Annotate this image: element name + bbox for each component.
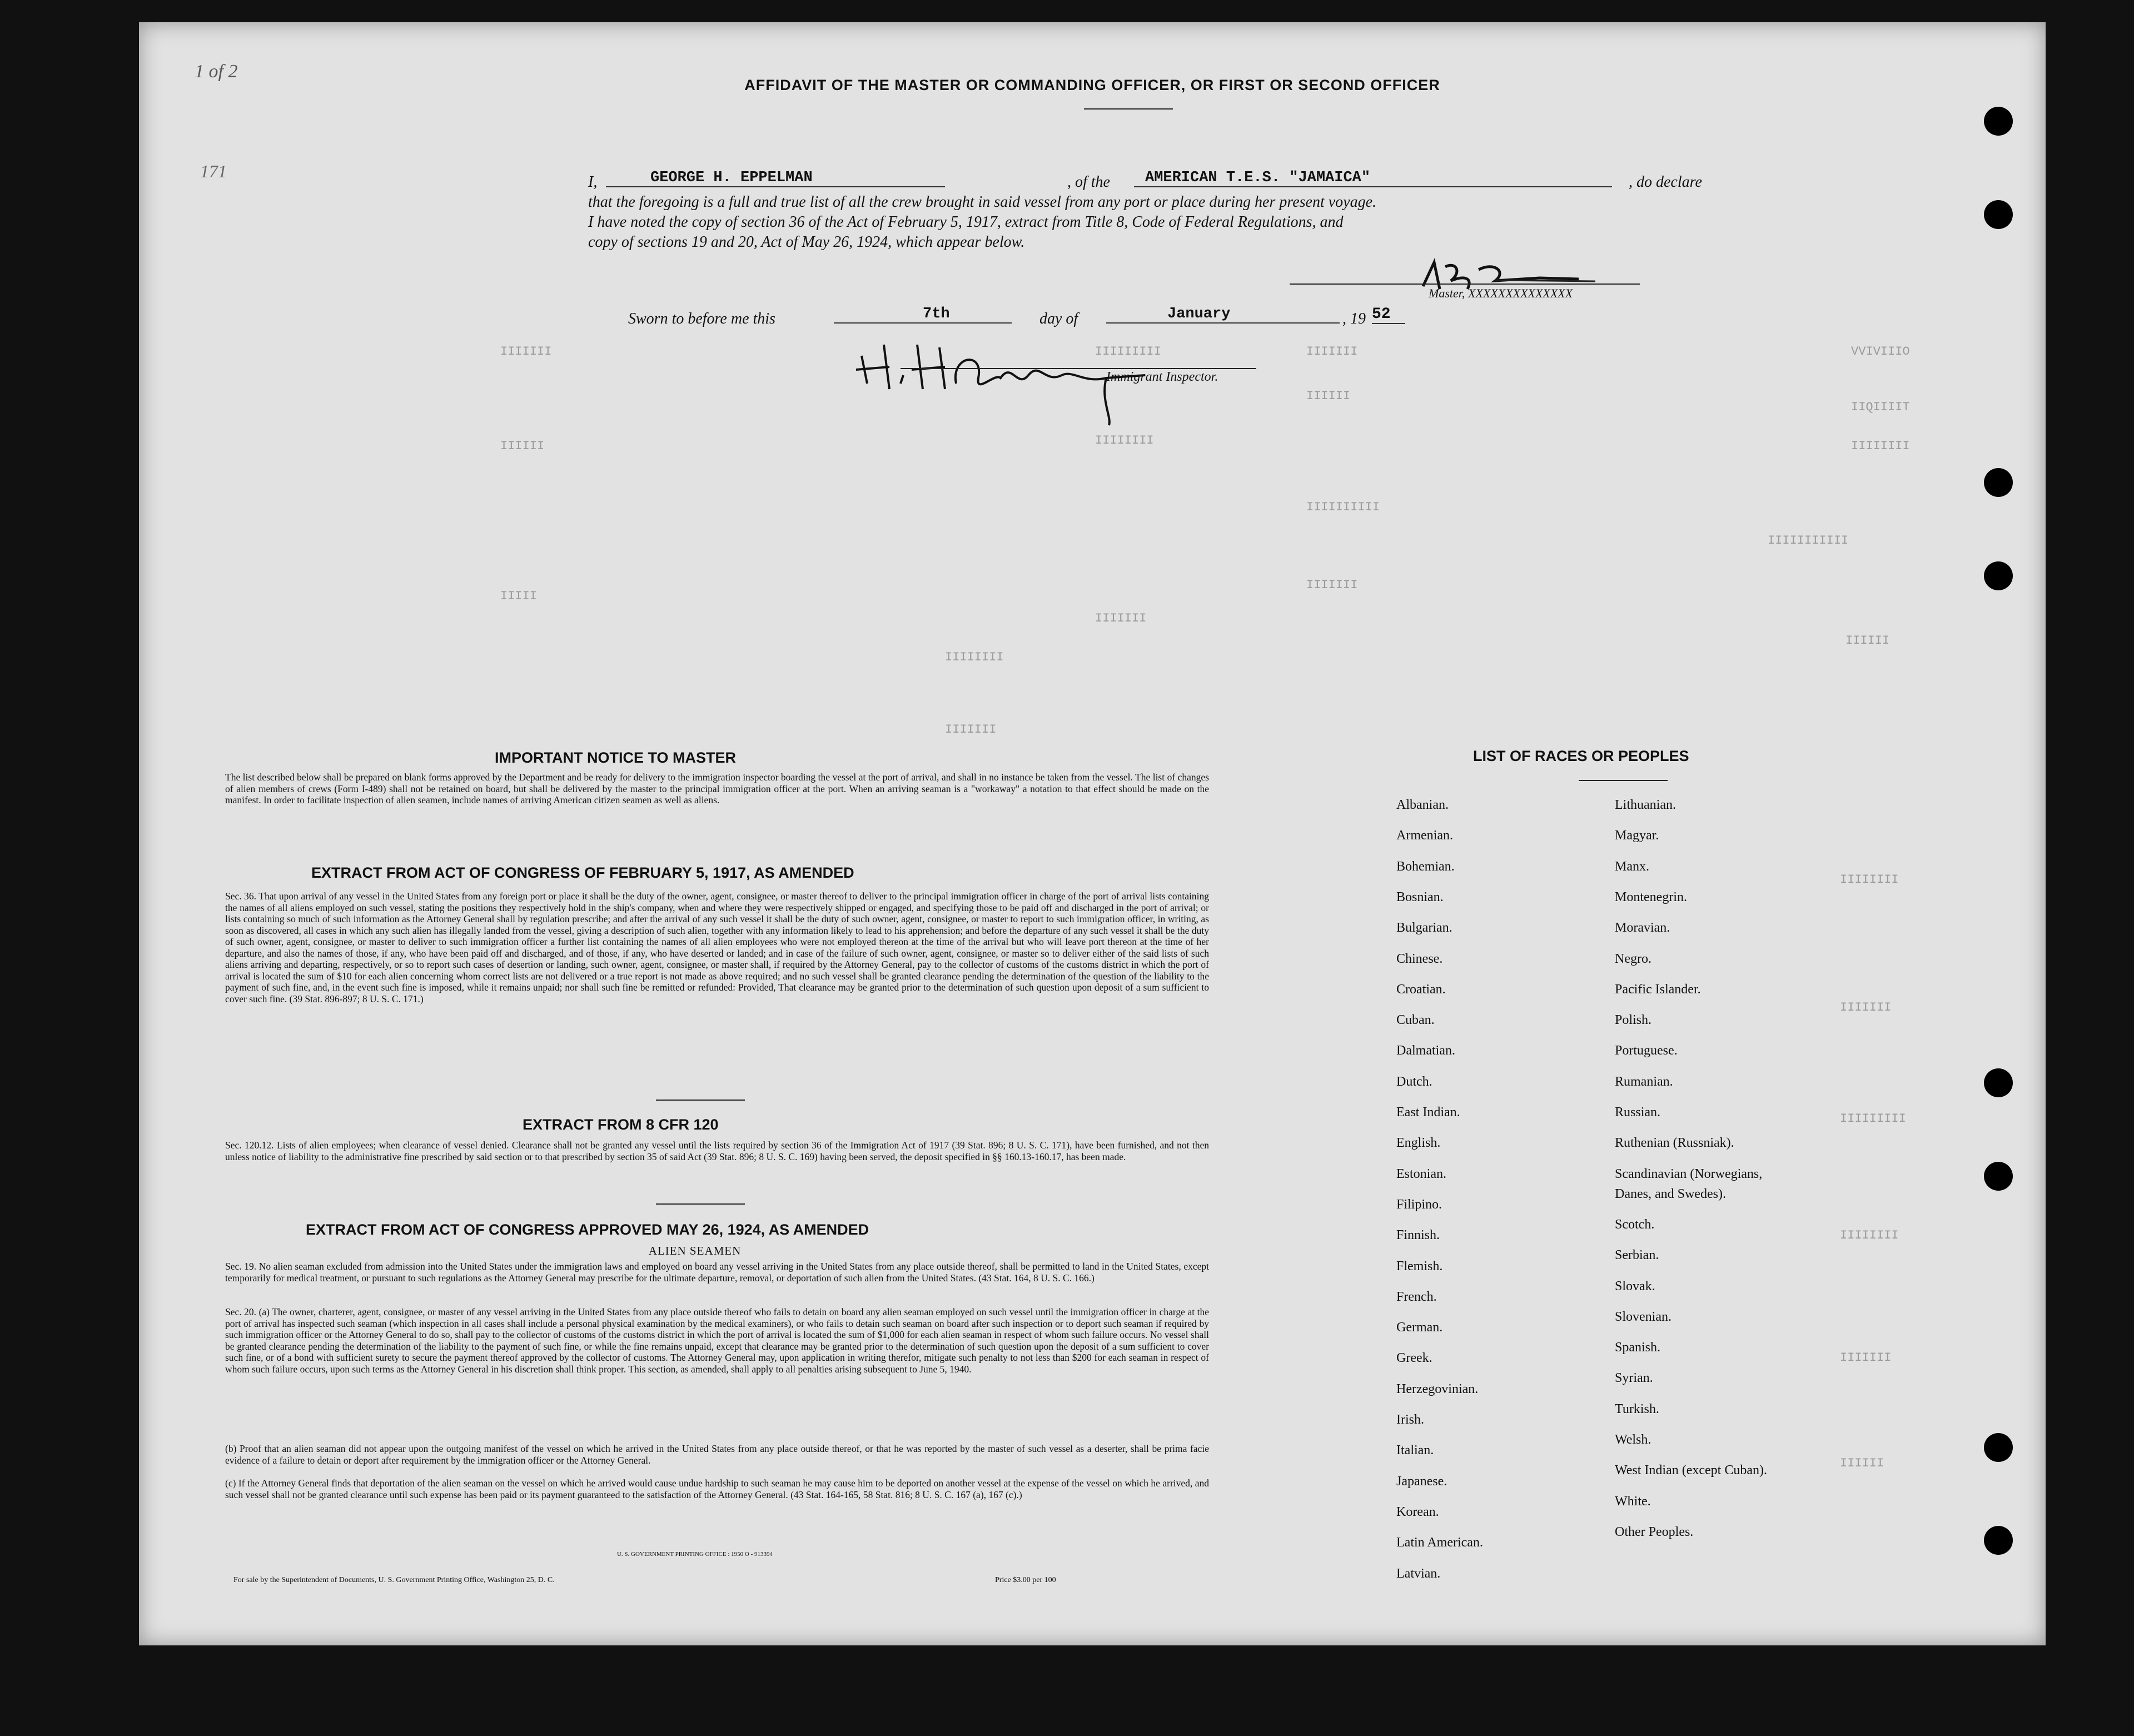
title-rule: [1084, 108, 1173, 110]
punch-hole: [1984, 1433, 2013, 1462]
extract-1924-sec-20c: (c) If the Attorney General finds that deportation of the alien seaman on the vessel on which he arrived would cause undue hardship to such seaman he may cause him to be deported on another vessel at the expense of the vessel on which he arrived, and such vessel shall not be granted clearance until such expense has been paid or its payment guaranteed to the satisfaction of the Attorney General. (43 Stat. 164-165, 58 Stat. 816; 8 U. S. C. 167 (a), 167 (c).): [225, 1478, 1209, 1500]
sworn-month-field: January: [1106, 306, 1340, 324]
punch-hole: [1984, 1162, 2013, 1191]
page-count-mark: 1 of 2: [195, 61, 238, 82]
race-item: Greek.: [1396, 1351, 1432, 1366]
race-item: French.: [1396, 1289, 1437, 1304]
race-item: Slovak.: [1615, 1279, 1655, 1294]
master-label: Master, XXXXXXXXXXXXXX: [1429, 286, 1573, 300]
race-item: West Indian (except Cuban).: [1615, 1463, 1767, 1478]
i-label: I,: [588, 173, 598, 191]
affidavit-line-2: that the foregoing is a full and true list of all the crew brought in said vessel from any port or place during her present voyage.: [588, 193, 1377, 211]
notice-body: The list described below shall be prepared on blank forms approved by the Department and be ready for delivery to the immigration inspector boarding the vessel at the port of arrival, and shall in no instance be taken from the vessel. The list of changes of alien members of crews (Form I-489) shall not be retained on board, but shall be delivered by the master to the principal immigration officer at the port. When an arriving seaman is a "workaway" a notation to that effect should be made on the manifest. In order to facilitate inspection of alien seamen, include names of arriving American citizen seamen as well as aliens.: [225, 772, 1209, 805]
of-the-label: , of the: [1067, 173, 1110, 191]
do-declare-label: , do declare: [1629, 173, 1702, 191]
sworn-year-field: 52: [1372, 306, 1405, 324]
race-item: Lithuanian.: [1615, 798, 1676, 812]
sworn-day-field: 7th: [834, 306, 1012, 324]
extract-1924-sec-19: Sec. 19. No alien seaman excluded from admission into the United States under the immigration laws and employed on board any vessel arriving in the United States from any place outside thereof, shall be permitted to land in the United States, except temporarily for medical treatment, or pursuant to such regulations as the Attorney General may prescribe for the ultimate departure, removal, or deportation of such alien from the United States. (43 Stat. 164, 8 U. S. C. 166.): [225, 1261, 1209, 1284]
gpo-imprint: U. S. GOVERNMENT PRINTING OFFICE : 1950 O - 913394: [616, 1551, 773, 1558]
punch-hole: [1984, 200, 2013, 229]
affidavit-title: AFFIDAVIT OF THE MASTER OR COMMANDING OFFICER, OR FIRST OR SECOND OFFICER: [744, 77, 1440, 93]
race-item: Japanese.: [1396, 1474, 1447, 1489]
race-item: Serbian.: [1615, 1248, 1659, 1263]
master-name-field: GEORGE H. EPPELMAN: [606, 170, 945, 187]
extract-1924-sec-20a: Sec. 20. (a) The owner, charterer, agent, consignee, or master of any vessel arriving in the United States from any place outside thereof who fails to detain on board any alien seaman employed on such vessel until the immigration officer in charge at the port of arrival has inspected such seaman (which inspection in all cases shall include a personal physical examination by the medical examiners), or who fails to detain such seaman on board after such inspection or to deport such seaman if required by such immigration officer or the Attorney General to do so, shall pay to the collector of customs of the customs district in which the port of arrival is located the sum of $1,000 for each alien seaman in respect of whom such failure occurs. No vessel shall be granted clearance pending the determination of the liability to the payment of such fine, or while the fine remains unpaid, except that clearance may be granted prior to the determination of such question upon the deposit of a sum sufficient to cover such fine, or of a bond with sufficient surety to secure the payment thereof approved by the collector of customs. The Attorney General may, upon application in writing therefor, mitigate such penalty to not less than $200 for each seaman in respect of whom such failure occurs, upon such terms as the Attorney General in his discretion shall think proper. This section, as amended, shall apply to all penalties arising subsequent to June 5, 1940.: [225, 1306, 1209, 1375]
extract-cfr-title: EXTRACT FROM 8 CFR 120: [523, 1116, 719, 1133]
races-title: LIST OF RACES OR PEOPLES: [1473, 748, 1689, 764]
punch-hole: [1984, 107, 2013, 136]
footer-sale-note: For sale by the Superintendent of Documents, U. S. Government Printing Office, Washington 25, D. C.: [233, 1576, 555, 1584]
race-item: Montenegrin.: [1615, 889, 1687, 904]
race-item: Cuban.: [1396, 1013, 1435, 1028]
race-item: Scotch.: [1615, 1217, 1655, 1232]
race-item: Bohemian.: [1396, 859, 1455, 874]
punch-hole: [1984, 468, 2013, 497]
extract-1924-subtitle: ALIEN SEAMEN: [648, 1244, 742, 1257]
extract-1917-title: EXTRACT FROM ACT OF CONGRESS OF FEBRUARY 5, 1917, AS AMENDED: [311, 864, 854, 881]
race-item: Albanian.: [1396, 798, 1449, 812]
notice-title: IMPORTANT NOTICE TO MASTER: [495, 749, 736, 766]
divider-2: [656, 1203, 745, 1205]
race-item: Herzegovinian.: [1396, 1381, 1479, 1396]
race-item: Manx.: [1615, 859, 1649, 874]
race-item: English.: [1396, 1136, 1441, 1151]
race-item: Irish.: [1396, 1412, 1424, 1427]
race-item: Moravian.: [1615, 921, 1670, 936]
day-of-label: day of: [1039, 310, 1078, 327]
inspector-label: Immigrant Inspector.: [1106, 370, 1218, 384]
punch-hole: [1984, 561, 2013, 590]
inspector-signature-line: [901, 368, 1256, 369]
race-item: Ruthenian (Russniak).: [1615, 1136, 1734, 1151]
race-item: Danes, and Swedes).: [1615, 1186, 1726, 1201]
punch-hole: [1984, 1526, 2013, 1555]
divider-1: [656, 1100, 745, 1101]
footer-price: Price $3.00 per 100: [995, 1576, 1056, 1584]
race-item: Italian.: [1396, 1443, 1434, 1458]
race-item: Spanish.: [1615, 1340, 1661, 1355]
race-item: Estonian.: [1396, 1166, 1446, 1181]
year-prefix: , 19: [1342, 310, 1366, 327]
vessel-field: AMERICAN T.E.S. "JAMAICA": [1134, 170, 1612, 187]
master-signature-line: [1290, 283, 1640, 285]
extract-cfr-body: Sec. 120.12. Lists of alien employees; when clearance of vessel denied. Clearance shall not be granted any vessel until the lists required by section 36 of the Immigration Act of 1917 (39 Stat. 896; 8 U. S. C. 171), have been furnished, and not then unless notice of liability to the administrative fine prescribed by said section or to that prescribed by section 35 of said Act (39 Stat. 896; 8 U. S. C. 169) having been served, the deposit specified in §§ 160.13-160.17, has been made.: [225, 1140, 1209, 1162]
race-item: Chinese.: [1396, 951, 1443, 966]
race-item: White.: [1615, 1494, 1651, 1509]
sworn-label: Sworn to before me this: [628, 310, 775, 327]
extract-1924-title: EXTRACT FROM ACT OF CONGRESS APPROVED MAY 26, 1924, AS AMENDED: [306, 1221, 869, 1238]
race-item: Other Peoples.: [1615, 1524, 1694, 1539]
race-item: Pacific Islander.: [1615, 982, 1701, 997]
races-title-rule: [1579, 780, 1668, 781]
race-item: Portuguese.: [1615, 1043, 1678, 1058]
race-item: Latvian.: [1396, 1566, 1441, 1581]
race-item: Rumanian.: [1615, 1074, 1673, 1089]
race-item: Scandinavian (Norwegians,: [1615, 1166, 1763, 1181]
race-item: Russian.: [1615, 1105, 1661, 1120]
race-item: Slovenian.: [1615, 1309, 1672, 1324]
race-item: Latin American.: [1396, 1535, 1483, 1550]
race-item: Finnish.: [1396, 1228, 1440, 1243]
race-item: Flemish.: [1396, 1259, 1443, 1274]
race-item: Welsh.: [1615, 1432, 1652, 1447]
race-item: Armenian.: [1396, 828, 1453, 843]
race-item: Filipino.: [1396, 1197, 1442, 1212]
race-item: Dutch.: [1396, 1074, 1432, 1089]
affidavit-line-4: copy of sections 19 and 20, Act of May 26, 1924, which appear below.: [588, 233, 1025, 251]
race-item: Turkish.: [1615, 1401, 1659, 1416]
extract-1924-sec-20b: (b) Proof that an alien seaman did not appear upon the outgoing manifest of the vessel on which he arrived in the United States from any place outside thereof, or that he was reported by the master of such vessel as a deserter, shall be prima facie evidence of a failure to detain or deport after requirement by the immigration officer or the Attorney General.: [225, 1443, 1209, 1466]
race-item: Croatian.: [1396, 982, 1446, 997]
race-item: German.: [1396, 1320, 1443, 1335]
page-number-mark: 171: [200, 161, 227, 181]
punch-hole: [1984, 1068, 2013, 1097]
document-page: [139, 22, 2046, 1645]
race-item: Bosnian.: [1396, 889, 1444, 904]
race-item: Negro.: [1615, 951, 1652, 966]
race-item: Korean.: [1396, 1504, 1439, 1519]
race-item: Polish.: [1615, 1013, 1652, 1028]
race-item: Dalmatian.: [1396, 1043, 1455, 1058]
race-item: East Indian.: [1396, 1105, 1460, 1120]
extract-1917-body: Sec. 36. That upon arrival of any vessel in the United States from any foreign port or place it shall be the duty of the owner, agent, consignee, or master thereof to deliver to the principal immigration officer in charge of the port of arrival lists containing the names of all aliens employed on such vessel, stating the positions they respectively hold in the ship's company, when and where they were respectively shipped or engaged, and specifying those to be paid off and discharged in the port of arrival; or lists containing so much of such information as the Attorney General shall by regulation prescribe; and after the arrival of any such vessel it shall be the duty of such owner, agent, consignee, or master to report to such immigration officer, in writing, as soon as discovered, all cases in which any such alien has illegally landed from the vessel, giving a description of such alien, together with any information likely to lead to his apprehension; and before the departure of any such vessel it shall be the duty of such owner, agent, consignee, or master to deliver to such immigration officer a further list containing the names of all alien employees who were not employed thereon at the time of the arrival but who will leave port thereon at the time of her departure, and also the names of those, if any, who have been paid off and discharged, and of those, if any, who have deserted or landed; and in case of the failure of such owner, agent, consignee, or master so to deliver either of the said lists of such aliens arriving and departing, respectively, or so to report such cases of desertion or landing, such owner, agent, consignee, or master shall, if required by the Attorney General, pay to the collector of customs of the customs district in which the port of arrival is located the sum of $10 for each alien concerning whom correct lists are not delivered or a true report is not made as above required; and no such vessel shall be granted clearance pending the determination of the question of the liability to the payment of such fine, and, in the event such fine is imposed, while it remains unpaid; nor shall such fine be remitted or refunded: Provided, That clearance may be granted prior to the determination of such question upon deposit of a sum sufficient to cover such fine. (39 Stat. 896-897; 8 U. S. C. 171.): [225, 891, 1209, 1004]
bleed-through-text: VVIVIIIO IIQIIIIT IIIIIIII IIIIIIIIIII IIIIII IIIIIIII IIIIIII IIIIIIIII IIIIIIII IIIIIII IIIIII IIIIIII IIIIII IIIIIIIIII IIIIIII IIIIIIIII IIIIIIII IIIIIII IIIIIIII IIIIIII IIIIIII IIIIII IIIII: [500, 345, 1910, 1470]
race-item: Magyar.: [1615, 828, 1659, 843]
affidavit-line-3: I have noted the copy of section 36 of the Act of February 5, 1917, extract from Title 8, Code of Federal Regulations, and: [588, 213, 1344, 231]
race-item: Syrian.: [1615, 1371, 1653, 1386]
race-item: Bulgarian.: [1396, 921, 1452, 936]
